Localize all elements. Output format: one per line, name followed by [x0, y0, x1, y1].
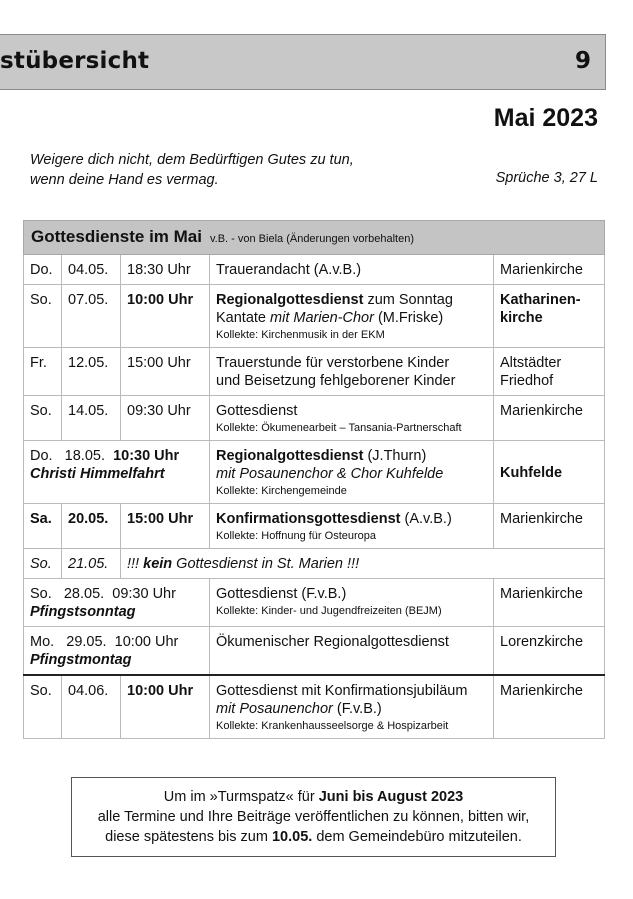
notice-deadline-date: 10.05.: [271, 829, 313, 845]
kollekte-note: Kollekte: Kirchenmusik in der EKM: [216, 329, 385, 341]
date-cell: 21.05.: [62, 549, 121, 579]
service-line-1: Gottesdienst (F.v.B.): [216, 586, 347, 602]
day-cell: Do.: [24, 255, 62, 285]
service-title-rest: (J.Thurn): [363, 448, 427, 464]
notice-line-2: alle Termine und Ihre Beiträge veröffentlichen zu können, bitten wir,: [97, 809, 530, 825]
service-line-1: Gottesdienst mit Konfirmationsjubiläum: [216, 683, 468, 699]
quote-source: Sprüche 3, 27 L: [495, 170, 598, 186]
date-text: 18.05.: [64, 448, 105, 464]
notice-line-1: [72, 787, 555, 807]
table-subtitle: v.B. - von Biela (Änderungen vorbehalten): [209, 232, 415, 245]
day-cell: Sa.: [24, 504, 62, 549]
date-cell: 12.05.: [62, 348, 121, 396]
place-cell: [494, 285, 605, 348]
place-line-2: kirche: [500, 310, 543, 326]
page-header-bar: [0, 34, 606, 90]
time-cell: 09:30 Uhr: [121, 396, 210, 441]
quote-line-1: Weigere dich nicht, dem Bedürftigen Gutes zu tun,: [30, 152, 354, 168]
service-title: Konfirmationsgottesdienst: [216, 511, 401, 527]
notice-line-3-rest: dem Gemeindebüro mitzuteilen.: [312, 829, 522, 845]
notice-line-1-bold: Juni bis August 2023: [318, 789, 464, 805]
day-cell: So.: [24, 396, 62, 441]
table-row: [24, 579, 605, 627]
notice-line-3: [72, 827, 555, 847]
service-line-2: mit Posaunenchor & Chor Kuhfelde: [216, 466, 444, 482]
section-title: stübersicht: [0, 48, 150, 74]
date-text: 29.05.: [66, 634, 107, 650]
note-suffix: Gottesdienst in St. Marien !!!: [172, 556, 360, 572]
kollekte-note: Kollekte: Kirchengemeinde: [216, 485, 347, 497]
table-title: Gottesdienste im Mai: [31, 226, 202, 246]
date-cell: 14.05.: [62, 396, 121, 441]
service-schedule-table: [23, 220, 605, 739]
service-title: Regionalgottesdienst: [216, 292, 364, 308]
day-text: Do.: [30, 448, 53, 464]
bible-quote: [30, 150, 370, 190]
place-cell: Lorenzkirche: [494, 627, 605, 676]
table-row: [24, 255, 605, 285]
table-header-row: [24, 221, 605, 255]
description-cell: [210, 396, 494, 441]
time-cell: 10:00 Uhr: [121, 675, 210, 739]
description-cell: [210, 675, 494, 739]
service-line-2c: (M.Friske): [373, 310, 444, 326]
date-text: 28.05.: [63, 586, 105, 602]
date-cell: 04.05.: [62, 255, 121, 285]
month-heading: Mai 2023: [493, 104, 598, 132]
kollekte-note: Kollekte: Krankenhausseelsorge & Hospizarbeit: [216, 720, 449, 732]
place-cell: Kuhfelde: [494, 441, 605, 504]
time-text: 10:30 Uhr: [113, 448, 180, 464]
time-cell: 10:00 Uhr: [121, 285, 210, 348]
service-line-2a: mit Posaunenchor: [216, 701, 333, 717]
service-line-2a: Kantate: [216, 310, 271, 326]
date-feast-cell: [24, 441, 210, 504]
service-line-2b: (F.v.B.): [332, 701, 382, 717]
date-feast-cell: [24, 627, 210, 676]
place-cell: Marienkirche: [494, 396, 605, 441]
day-text: Mo.: [30, 634, 55, 650]
description-cell: [210, 348, 494, 396]
place-line-2: Friedhof: [500, 373, 554, 389]
day-cell: So.: [24, 549, 62, 579]
description-cell: [210, 285, 494, 348]
feast-name: Pfingstmontag: [30, 652, 132, 668]
description-cell: [210, 504, 494, 549]
day-text: So.: [30, 586, 52, 602]
service-line-1: Trauerstunde für verstorbene Kinder: [216, 355, 450, 371]
place-line-1: Katharinen-: [500, 292, 581, 308]
service-title-rest: zum Sonntag: [363, 292, 453, 308]
table-row: [24, 441, 605, 504]
kollekte-note: Kollekte: Kinder- und Jugendfreizeiten (BEJM): [216, 605, 442, 617]
service-title: Regionalgottesdienst: [216, 448, 364, 464]
date-cell: 20.05.: [62, 504, 121, 549]
notice-line-3-text: diese spätestens bis zum: [105, 829, 272, 845]
place-line-1: Altstädter: [500, 355, 562, 371]
service-line-2b: mit Marien-Chor: [270, 310, 374, 326]
kollekte-note: Kollekte: Ökumenearbeit – Tansania-Partnerschaft: [216, 422, 462, 434]
description-cell: [210, 579, 494, 627]
service-line-1: Gottesdienst: [216, 403, 298, 419]
quote-line-2: wenn deine Hand es vermag.: [30, 172, 219, 188]
table-row: [24, 348, 605, 396]
description-cell: Ökumenischer Regionalgottesdienst: [210, 627, 494, 676]
date-cell: 04.06.: [62, 675, 121, 739]
note-prefix: !!!: [127, 556, 144, 572]
page-number: 9: [574, 48, 591, 74]
place-cell: [494, 348, 605, 396]
table-row: [24, 675, 605, 739]
table-row: [24, 627, 605, 676]
time-cell: 15:00 Uhr: [121, 504, 210, 549]
time-cell: 18:30 Uhr: [121, 255, 210, 285]
table-title-cell: [24, 221, 605, 255]
place-cell: Marienkirche: [494, 675, 605, 739]
time-cell: 15:00 Uhr: [121, 348, 210, 396]
table-row: [24, 396, 605, 441]
kollekte-note: Kollekte: Hoffnung für Osteuropa: [216, 530, 377, 542]
service-title-rest: (A.v.B.): [400, 511, 452, 527]
notice-line-1-text: Um im »Turmspatz« für: [163, 789, 319, 805]
day-cell: So.: [24, 285, 62, 348]
cancellation-note: [121, 549, 605, 579]
deadline-notice-box: [71, 777, 556, 857]
day-cell: Fr.: [24, 348, 62, 396]
time-text: 09:30 Uhr: [112, 586, 176, 602]
description-cell: [210, 441, 494, 504]
date-cell: 07.05.: [62, 285, 121, 348]
place-cell: Marienkirche: [494, 504, 605, 549]
day-cell: So.: [24, 675, 62, 739]
place-cell: Marienkirche: [494, 579, 605, 627]
time-text: 10:00 Uhr: [114, 634, 179, 650]
table-row: [24, 285, 605, 348]
feast-name: Pfingstsonntag: [30, 604, 136, 620]
place-cell: Marienkirche: [494, 255, 605, 285]
table-row: [24, 549, 605, 579]
description-cell: Trauerandacht (A.v.B.): [210, 255, 494, 285]
feast-name: Christi Himmelfahrt: [30, 466, 165, 482]
service-line-2: und Beisetzung fehlgeborener Kinder: [216, 373, 456, 389]
note-emphasis: kein: [143, 556, 173, 572]
table-row: [24, 504, 605, 549]
date-feast-cell: [24, 579, 210, 627]
